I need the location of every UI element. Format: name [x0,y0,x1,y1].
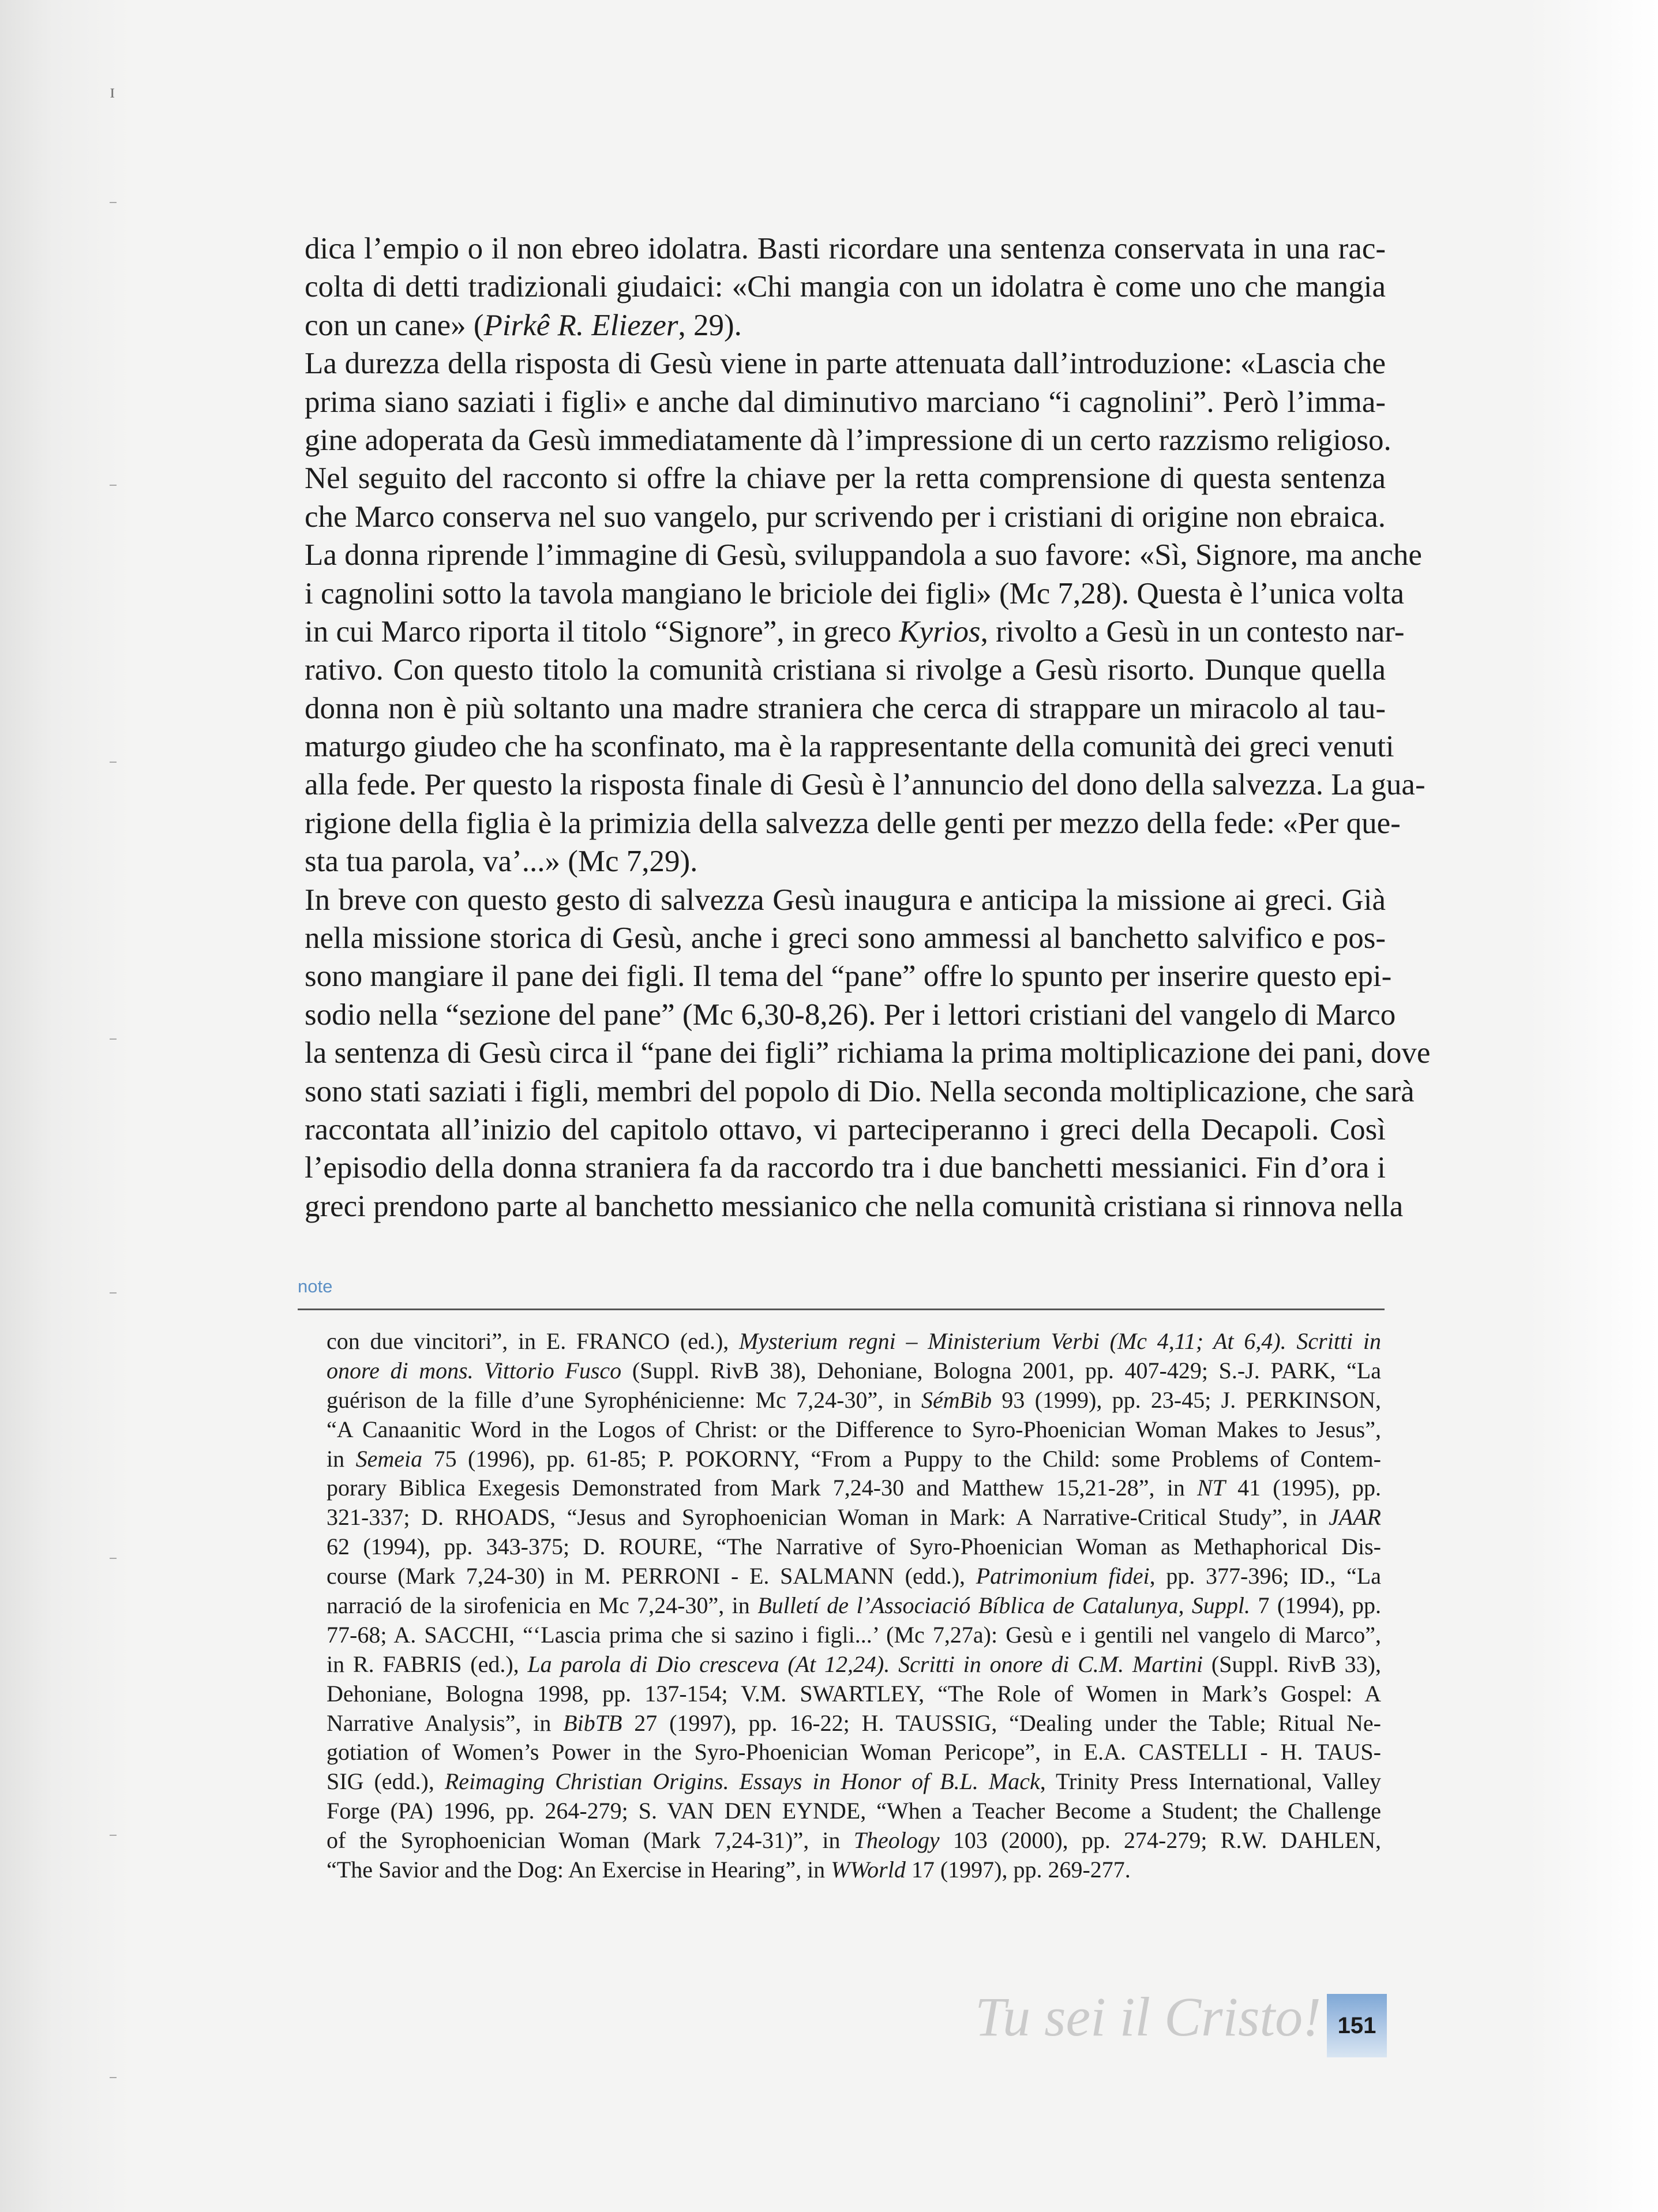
body-text [305,230,1431,1225]
body-text-line: l’episodio della donna straniera fa da raccordo tra i due banchetti messianici. Fin d’ora i [305,1151,1386,1185]
body-text-line: prima siano saziati i figli» e anche dal diminutivo marciano “i cagnolini”. Però l’imma- [305,385,1386,419]
footnote-line: SIG (edd.), Reimaging Christian Origins. Essays in Honor of B.L. Mack, Trinity Press International, Valley [327,1768,1381,1795]
page-number: 151 [1337,2012,1376,2038]
page-edge [1525,0,1658,2212]
body-text-line: La durezza della risposta di Gesù viene in parte attenuata dall’introduzione: «Lascia che [305,347,1386,381]
body-text-line: La donna riprende l’immagine di Gesù, sviluppandola a suo favore: «Sì, Signore, ma anche [305,538,1422,572]
binding-punch-mark [110,202,117,203]
body-text-line: i cagnolini sotto la tavola mangiano le briciole dei figli» (Mc 7,28). Questa è l’unica volta [305,576,1404,610]
body-text-line: colta di detti tradizionali giudaici: «Chi mangia con un idolatra è come uno che mangia [305,270,1386,304]
footnote-line: guérison de la fille d’une Syrophénicienne: Mc 7,24-30”, in SémBib 93 (1999), pp. 23-45; J. PERKINSON, [327,1386,1381,1413]
footnote-line: in Semeia 75 (1996), pp. 61-85; P. POKORNY, “From a Puppy to the Child: some Problems of Contem- [327,1445,1381,1472]
body-text-line: nella missione storica di Gesù, anche i greci sono ammessi al banchetto salvifico e pos- [305,921,1386,955]
binding-punch-mark [110,1835,117,1836]
footnote-line: Forge (PA) 1996, pp. 264-279; S. VAN DEN EYNDE, “When a Teacher Become a Student; the Challenge [327,1798,1381,1824]
footnote-line: Narrative Analysis”, in BibTB 27 (1997), pp. 16-22; H. TAUSSIG, “Dealing under the Table; Ritual Ne- [327,1709,1381,1736]
body-text-line: la sentenza di Gesù circa il “pane dei figli” richiama la prima moltiplicazione dei pani, dove [305,1036,1431,1070]
footnote-line: “The Savior and the Dog: An Exercise in Hearing”, in WWorld 17 (1997), pp. 269-277. [327,1857,1131,1883]
body-text-line: gine adoperata da Gesù immediatamente dà l’impressione di un certo razzismo religioso. [305,423,1391,457]
body-text-line: sono stati saziati i figli, membri del popolo di Dio. Nella seconda moltiplicazione, che sarà [305,1074,1415,1108]
page-number-badge [1327,1994,1387,2057]
footnote-line: of the Syrophoenician Woman (Mark 7,24-31)”, in Theology 103 (2000), pp. 274-279; R.W. DAHLEN, [327,1827,1382,1854]
notes-divider [298,1309,1385,1310]
footnote-line: course (Mark 7,24-30) in M. PERRONI - E. SALMANN (edd.), Patrimonium fidei, pp. 377-396; ID., “La [327,1563,1381,1589]
footnote-line: con due vincitori”, in E. FRANCO (ed.), Mysterium regni – Ministerium Verbi (Mc 4,11; At 6,4). Scritti in [327,1328,1381,1354]
body-text-line: dica l’empio o il non ebreo idolatra. Basti ricordare una sentenza conservata in una rac- [305,232,1386,265]
footnote-line: “A Canaanitic Word in the Logos of Christ: or the Difference to Syro-Phoenician Woman Makes to Jesus”, [327,1416,1381,1442]
binding-punch-mark [110,762,117,763]
page-gutter [0,0,133,2212]
body-text-line: che Marco conserva nel suo vangelo, pur scrivendo per i cristiani di origine non ebraica. [305,500,1386,534]
body-text-line: donna non è più soltanto una madre straniera che cerca di strappare un miracolo al tau- [305,691,1386,725]
body-text-line: Nel seguito del racconto si offre la chiave per la retta comprensione di questa sentenza [305,462,1386,496]
body-text-line: alla fede. Per questo la risposta finale di Gesù è l’annuncio del dono della salvezza. La gua- [305,768,1426,802]
footnote-line: gotiation of Women’s Power in the Syro-Phoenician Woman Pericope”, in E.A. CASTELLI - H. TAUS- [327,1739,1381,1765]
footnote-line: 321-337; D. RHOADS, “Jesus and Syrophoenician Woman in Mark: A Narrative-Critical Study”, in JAAR [327,1504,1381,1531]
notes-label: note [298,1276,333,1296]
footnote-line: Dehoniane, Bologna 1998, pp. 137-154; V.M. SWARTLEY, “The Role of Women in Mark’s Gospel: A [327,1680,1381,1707]
running-title: Tu sei il Cristo! [975,1986,1322,2048]
binding-punch-mark [110,1292,117,1294]
binding-punch-mark [110,2077,117,2078]
body-text-line: maturgo giudeo che ha sconfinato, ma è la rappresentante della comunità dei greci venuti [305,730,1394,764]
body-text-line: rativo. Con questo titolo la comunità cristiana si rivolge a Gesù risorto. Dunque quella [305,653,1386,687]
binding-punch-mark [110,1558,117,1559]
footnote-line: 62 (1994), pp. 343-375; D. ROURE, “The Narrative of Syro-Phoenician Woman as Methaphorical Dis- [327,1534,1381,1560]
footnote-line: porary Biblica Exegesis Demonstrated from Mark 7,24-30 and Matthew 15,21-28”, in NT 41 (1995), pp. [327,1475,1382,1501]
footnote-line: 77-68; A. SACCHI, “‘Lascia prima che si sazino i figli...’ (Mc 7,27a): Gesù e i gentili nel vangelo di Marco”, [327,1621,1381,1648]
binding-mark: ɪ [110,81,115,102]
body-text-line: sodio nella “sezione del pane” (Mc 6,30-8,26). Per i lettori cristiani del vangelo di Marco [305,998,1396,1032]
body-text-line: sono mangiare il pane dei figli. Il tema del “pane” offre lo spunto per inserire questo epi- [305,959,1392,993]
footnotes [327,1327,1381,1885]
body-text-line: in cui Marco riporta il titolo “Signore”, in greco Kyrios, rivolto a Gesù in un contesto nar- [305,614,1405,648]
body-text-line: raccontata all’inizio del capitolo ottavo, vi parteciperanno i greci della Decapoli. Così [305,1112,1386,1146]
footnote-line: onore di mons. Vittorio Fusco (Suppl. RivB 38), Dehoniane, Bologna 2001, pp. 407-429; S.-J. PARK, “La [327,1357,1381,1384]
body-text-line: In breve con questo gesto di salvezza Gesù inaugura e anticipa la missione ai greci. Già [305,883,1386,917]
body-text-line: rigione della figlia è la primizia della salvezza delle genti per mezzo della fede: «Per que- [305,806,1401,840]
body-text-line: greci prendono parte al banchetto messianico che nella comunità cristiana si rinnova nella [305,1189,1404,1223]
footnote-line: in R. FABRIS (ed.), La parola di Dio cresceva (At 12,24). Scritti in onore di C.M. Martini (Suppl. RivB 33), [327,1651,1381,1677]
footnote-line: narració de la sirofenicia en Mc 7,24-30”, in Bulletí de l’Associació Bíblica de Catalunya, Suppl. 7 (1994), pp. [327,1592,1382,1619]
body-text-line: con un cane» (Pirkê R. Eliezer, 29). [305,308,742,342]
binding-punch-mark [110,1038,117,1040]
binding-punch-mark [110,485,117,486]
body-text-line: sta tua parola, va’...» (Mc 7,29). [305,845,698,879]
